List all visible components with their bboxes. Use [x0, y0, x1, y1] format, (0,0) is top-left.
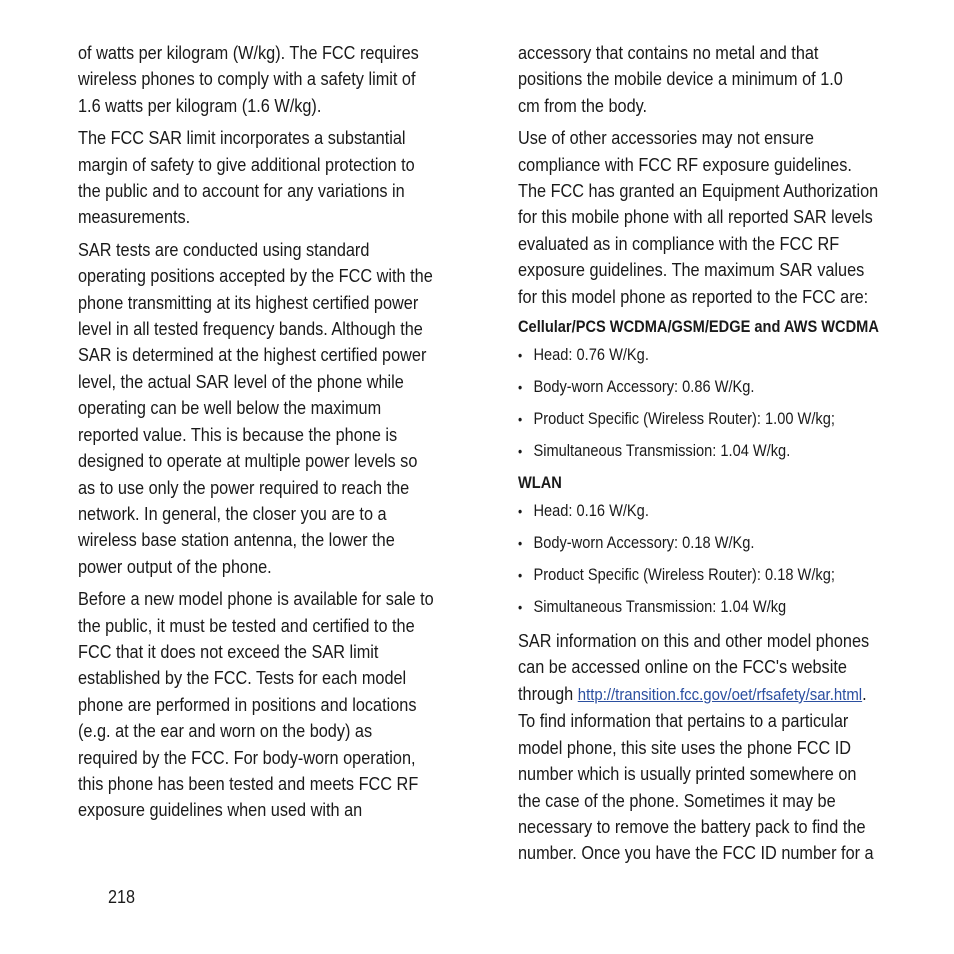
- text-line: The FCC has granted an Equipment Authorization: [518, 180, 879, 202]
- list-item: [518, 596, 909, 618]
- text-line: established by the FCC. Tests for each model: [78, 667, 407, 689]
- text-period: .: [862, 682, 867, 704]
- cellular-sar-list: [518, 344, 910, 462]
- text-line: designed to operate at multiple power levels so: [78, 450, 418, 472]
- text-line: SAR tests are conducted using standard: [78, 238, 370, 260]
- left-column: [78, 40, 462, 830]
- text-line: To find information that pertains to a particular: [518, 710, 849, 732]
- heading-cellular: Cellular/PCS WCDMA/GSM/EDGE and AWS WCDMA: [518, 317, 879, 337]
- paragraph-safety-margin: [78, 125, 463, 231]
- text-line: operating can be well below the maximum: [78, 397, 382, 419]
- paragraph-fcc-website: [518, 628, 911, 867]
- text-line: the case of the phone. Sometimes it may be: [518, 789, 836, 811]
- heading-wlan: WLAN: [518, 473, 562, 493]
- text-line: this phone has been tested and meets FCC RF: [78, 772, 419, 794]
- list-item-text: Body-worn Accessory: 0.18 W/Kg.: [533, 533, 755, 553]
- right-column: [518, 40, 910, 873]
- list-item-text: Body-worn Accessory: 0.86 W/Kg.: [533, 377, 755, 397]
- text-line: cm from the body.: [518, 94, 648, 116]
- text-line: phone transmitting at its highest certified power: [78, 291, 419, 313]
- text-line: exposure guidelines when used with an: [78, 799, 363, 821]
- text-line: can be accessed online on the FCC's website: [518, 656, 847, 678]
- bullet-icon: •: [518, 347, 523, 364]
- text-line: margin of safety to give additional protection to: [78, 153, 415, 175]
- text-line: (e.g. at the ear and worn on the body) as: [78, 720, 373, 742]
- paragraph-sar-tests: [78, 237, 463, 580]
- text-line: reported value. This is because the phone is: [78, 423, 398, 445]
- text-through: through: [518, 682, 578, 704]
- bullet-icon: •: [518, 599, 523, 616]
- text-line: Before a new model phone is available for sale to: [78, 588, 434, 610]
- text-line: number. Once you have the FCC ID number for a: [518, 842, 874, 864]
- bullet-icon: •: [518, 567, 523, 584]
- list-item-text: Head: 0.76 W/Kg.: [533, 345, 649, 365]
- list-item: [518, 344, 909, 366]
- text-line: compliance with FCC RF exposure guidelines.: [518, 153, 852, 175]
- text-line: operating positions accepted by the FCC with the: [78, 265, 433, 287]
- paragraph-sar-limit: [78, 40, 463, 119]
- text-line: 1.6 watts per kilogram (1.6 W/kg).: [78, 94, 322, 116]
- list-item-text: Simultaneous Transmission: 1.04 W/kg: [533, 597, 787, 617]
- list-item: [518, 500, 909, 522]
- list-item-text: Head: 0.16 W/Kg.: [533, 501, 649, 521]
- text-line: of watts per kilogram (W/kg). The FCC requires: [78, 42, 419, 63]
- text-line: number which is usually printed somewhere on: [518, 763, 857, 785]
- list-item-text: Product Specific (Wireless Router): 0.18 W/kg;: [533, 565, 835, 585]
- text-line: accessory that contains no metal and that: [518, 42, 819, 63]
- paragraph-certification: [78, 586, 463, 824]
- text-line: necessary to remove the battery pack to find the: [518, 815, 866, 837]
- text-line: required by the FCC. For body-worn operation,: [78, 746, 416, 768]
- text-line: The FCC SAR limit incorporates a substantial: [78, 127, 406, 149]
- text-line: as to use only the power required to reach the: [78, 476, 410, 498]
- text-line: the public, it must be tested and certified to the: [78, 614, 415, 636]
- text-line: wireless base station antenna, the lower the: [78, 529, 395, 551]
- bullet-icon: •: [518, 535, 523, 552]
- text-line: exposure guidelines. The maximum SAR values: [518, 259, 865, 281]
- text-line: for this mobile phone with all reported SAR levels: [518, 206, 873, 228]
- list-item: [518, 532, 909, 554]
- text-line: measurements.: [78, 206, 191, 228]
- paragraph-other-accessories: [518, 125, 911, 310]
- text-line: level in all tested frequency bands. Although the: [78, 318, 423, 340]
- text-line: the public and to account for any variations in: [78, 180, 405, 202]
- text-line: Use of other accessories may not ensure: [518, 127, 814, 149]
- paragraph-accessory: [518, 40, 911, 119]
- text-line: FCC that it does not exceed the SAR limit: [78, 640, 379, 662]
- text-line: SAR information on this and other model phones: [518, 630, 870, 652]
- bullet-icon: •: [518, 443, 523, 460]
- text-line: phone are performed in positions and locations: [78, 693, 417, 715]
- wlan-sar-list: [518, 500, 910, 618]
- list-item: [518, 376, 909, 398]
- bullet-icon: •: [518, 379, 523, 396]
- text-line: for this model phone as reported to the FCC are:: [518, 285, 869, 307]
- text-line: model phone, this site uses the phone FCC ID: [518, 736, 852, 758]
- text-line: wireless phones to comply with a safety limit of: [78, 68, 416, 90]
- text-line: network. In general, the closer you are to a: [78, 502, 387, 524]
- list-item: [518, 408, 909, 430]
- fcc-sar-link[interactable]: http://transition.fcc.gov/oet/rfsafety/sar.html: [577, 684, 863, 704]
- text-line: power output of the phone.: [78, 555, 272, 577]
- text-line: evaluated as in compliance with the FCC RF: [518, 232, 840, 254]
- text-line: level, the actual SAR level of the phone while: [78, 370, 404, 392]
- text-line: [518, 681, 911, 708]
- list-item: [518, 440, 909, 462]
- text-line: positions the mobile device a minimum of 1.0: [518, 68, 843, 90]
- list-item: [518, 564, 909, 586]
- list-item-text: Simultaneous Transmission: 1.04 W/kg.: [533, 441, 791, 461]
- page-number: 218: [108, 887, 136, 907]
- list-item-text: Product Specific (Wireless Router): 1.00 W/kg;: [533, 409, 835, 429]
- bullet-icon: •: [518, 503, 523, 520]
- bullet-icon: •: [518, 411, 523, 428]
- text-line: SAR is determined at the highest certified power: [78, 344, 427, 366]
